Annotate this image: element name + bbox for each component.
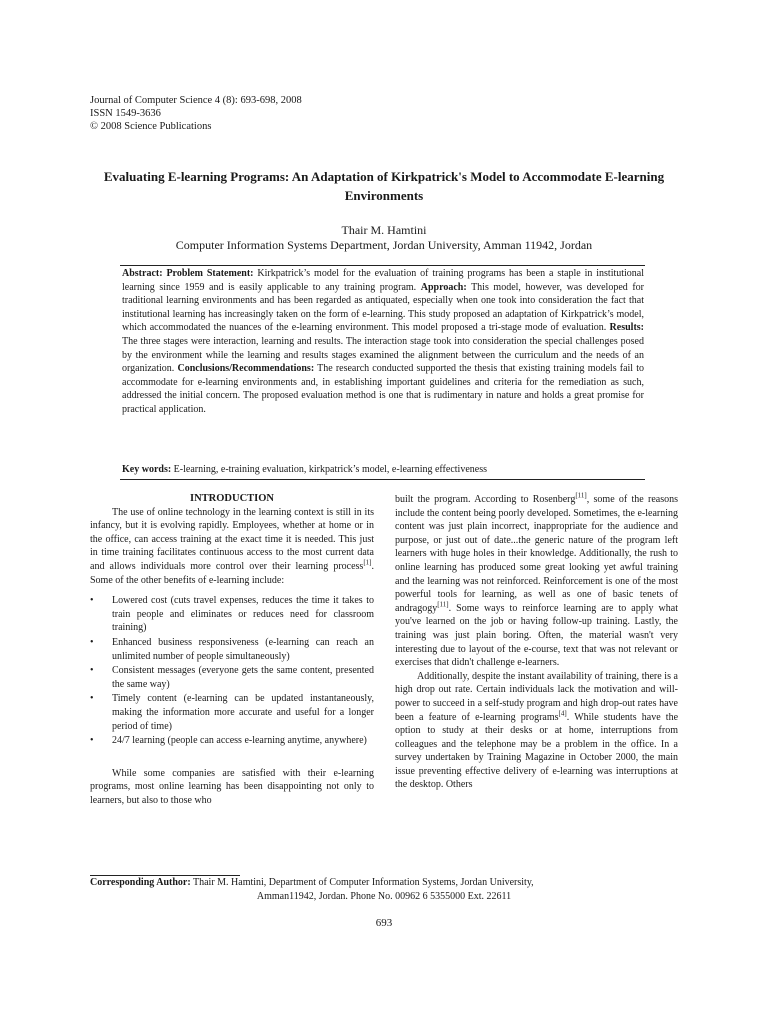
paragraph-gap (90, 758, 374, 767)
problem-label: Problem Statement: (166, 268, 254, 279)
bullet-icon: • (90, 665, 94, 677)
right-column (395, 493, 678, 792)
corresponding-line-2: Amman11942, Jordan. Phone No. 00962 6 5355000 Ext. 22611 (256, 890, 512, 902)
list-item (90, 664, 374, 691)
journal-citation: Journal of Computer Science 4 (8): 693-698, 2008 (90, 95, 302, 106)
right-p1-c: . Some ways to reinforce learning are to apply what you've learned on the job or having follow-up training. Lastly, the training was just plain boring. Often, the material wasn't very interesting due to layout of the e-course, text that was not relevant or exercises that didn't challenge e-learners. (395, 602, 678, 669)
keywords-text: E-learning, e-training evaluation, kirkpatrick’s model, e-learning effectiveness (171, 464, 487, 475)
list-item-text: Consistent messages (everyone gets the same content, presented the same way) (112, 665, 374, 690)
author-affiliation: Computer Information Systems Department, Jordan University, Amman 11942, Jordan (175, 238, 593, 252)
journal-copyright: © 2008 Science Publications (90, 121, 212, 132)
benefits-list (90, 594, 374, 748)
conclusions-text: The research conducted supported the thesis that existing training models fail to accommodate for e-learning environments and, in establishing important guidelines and criteria for the remediation as such, addressed the initial concern. The proposed evaluation method is one that is rudimentary in nature and holds a great promise for practical application. (122, 363, 644, 415)
abstract-top-rule (120, 265, 645, 266)
list-item (90, 636, 374, 663)
citation-ref: [4] (558, 709, 567, 718)
corresponding-label: Corresponding Author: (90, 877, 191, 888)
bullet-icon: • (90, 735, 94, 747)
approach-label: Approach: (420, 281, 467, 293)
corresponding-line-1 (90, 876, 678, 890)
right-p1-b: , some of the reasons include the content being poorly developed. Sometimes, the e-learning content was just plain incorrect, inappropriate for the audience and purpose, or just out of date...the generic nature of the program left learners with huge holes in their knowledge. Additionally, the rush to online learning has produced some great looking yet awful training and the learning was not reinforced. Reinforcement is one of the most powerful tools for learning, as well as one of basic tenets of andragogy (395, 494, 678, 614)
left-column (90, 492, 374, 807)
list-item-text: Enhanced business responsiveness (e-learning can reach an unlimited number of people simultaneously) (112, 636, 374, 662)
citation-ref: [1] (363, 558, 372, 567)
conclusions-label: Conclusions/Recommendations: (177, 363, 315, 375)
citation-ref: [11] (437, 600, 449, 609)
keywords-bottom-rule (120, 479, 645, 480)
bullet-icon: • (90, 693, 94, 705)
results-label: Results: (609, 322, 644, 334)
list-item (90, 734, 374, 748)
intro-p1-text: The use of online technology in the learning context is still in its infancy, but it is evolving rapidly. Employees, whether at home or in the office, can access training at the exact time it is needed. This just in time training facilitates continuous access to the most current data and allows individuals more control over their learning process (90, 506, 374, 572)
right-p2-a: Additionally, despite the instant availability of training, there is a high drop out rate. Certain individuals lack the motivation and will-power to succeed in a self-study program and high drop-out rates have been a feature of e-learning programs (395, 670, 678, 723)
citation-ref: [11] (575, 491, 587, 500)
page-number: 693 (375, 917, 393, 929)
intro-paragraph-1 (90, 506, 374, 588)
author-name: Thair M. Hamtini (341, 223, 427, 237)
abstract (122, 267, 644, 417)
corresponding-author (90, 876, 678, 903)
list-item-text: Lowered cost (cuts travel expenses, reduces the time it takes to train people and eliminates or reduces need for classroom training) (112, 595, 374, 634)
right-p1-a: built the program. According to Rosenberg (395, 494, 576, 505)
right-paragraph-2 (395, 670, 678, 792)
problem-text: Kirkpatrick’s model for the evaluation of training programs has been a staple in institutional learning since 1959 and is easily applicable to any training program. (122, 268, 645, 293)
right-paragraph-1 (395, 493, 678, 670)
journal-issn: ISSN 1549-3636 (90, 108, 161, 119)
bullet-icon: • (90, 595, 94, 607)
paper-title: Evaluating E-learning Programs: An Adaptation of Kirkpatrick's Model to Accommodate E-learning Environments (103, 169, 665, 203)
results-text: The three stages were interaction, learning and results. The interaction stage took into consideration the special challenges posed by the environment while the learning and results stages examined the alignment between the curriculum and the needs of an organization. (122, 335, 644, 375)
bullet-icon: • (90, 636, 94, 648)
introduction-heading: INTRODUCTION (189, 493, 274, 504)
intro-p1-tail: . Some of the other benefits of e-learning include: (90, 560, 374, 586)
keywords (122, 463, 644, 477)
keywords-label: Key words: (122, 464, 172, 475)
corresponding-text-1: Thair M. Hamtini, Department of Computer Information Systems, Jordan University, (190, 877, 534, 888)
list-item-text: 24/7 learning (people can access e-learning anytime, anywhere) (112, 735, 367, 747)
intro-paragraph-2: While some companies are satisfied with their e-learning programs, most online learning has been disappointing not only to learners, but also to those who (90, 767, 374, 806)
abstract-label: Abstract: (122, 268, 163, 279)
journal-info (90, 94, 302, 133)
list-item (90, 692, 374, 733)
list-item (90, 594, 374, 635)
right-p2-b: . While students have the option to study at their desks or at home, interruptions from colleagues and the telephone may be a problem in the office. In a survey undertaken by Training Magazine in October 2000, the main issue preventing effective delivery of e-learning was interruptions at the desktop. Others (395, 711, 679, 791)
approach-text: This model, however, was developed for traditional learning environments and has been regarded as antiquated, especially when one took into consideration the fact that institutional learning has increasingly taken on the form of e-learning. This study proposed an adaptation of Kirkpatrick’s model, which accommodated the nuances of the e-learning environment. This model proposed a tri-stage mode of evaluation. (122, 281, 645, 334)
list-item-text: Timely content (e-learning can be updated instantaneously, making the information more accurate and useful for a longer period of time) (112, 693, 374, 732)
